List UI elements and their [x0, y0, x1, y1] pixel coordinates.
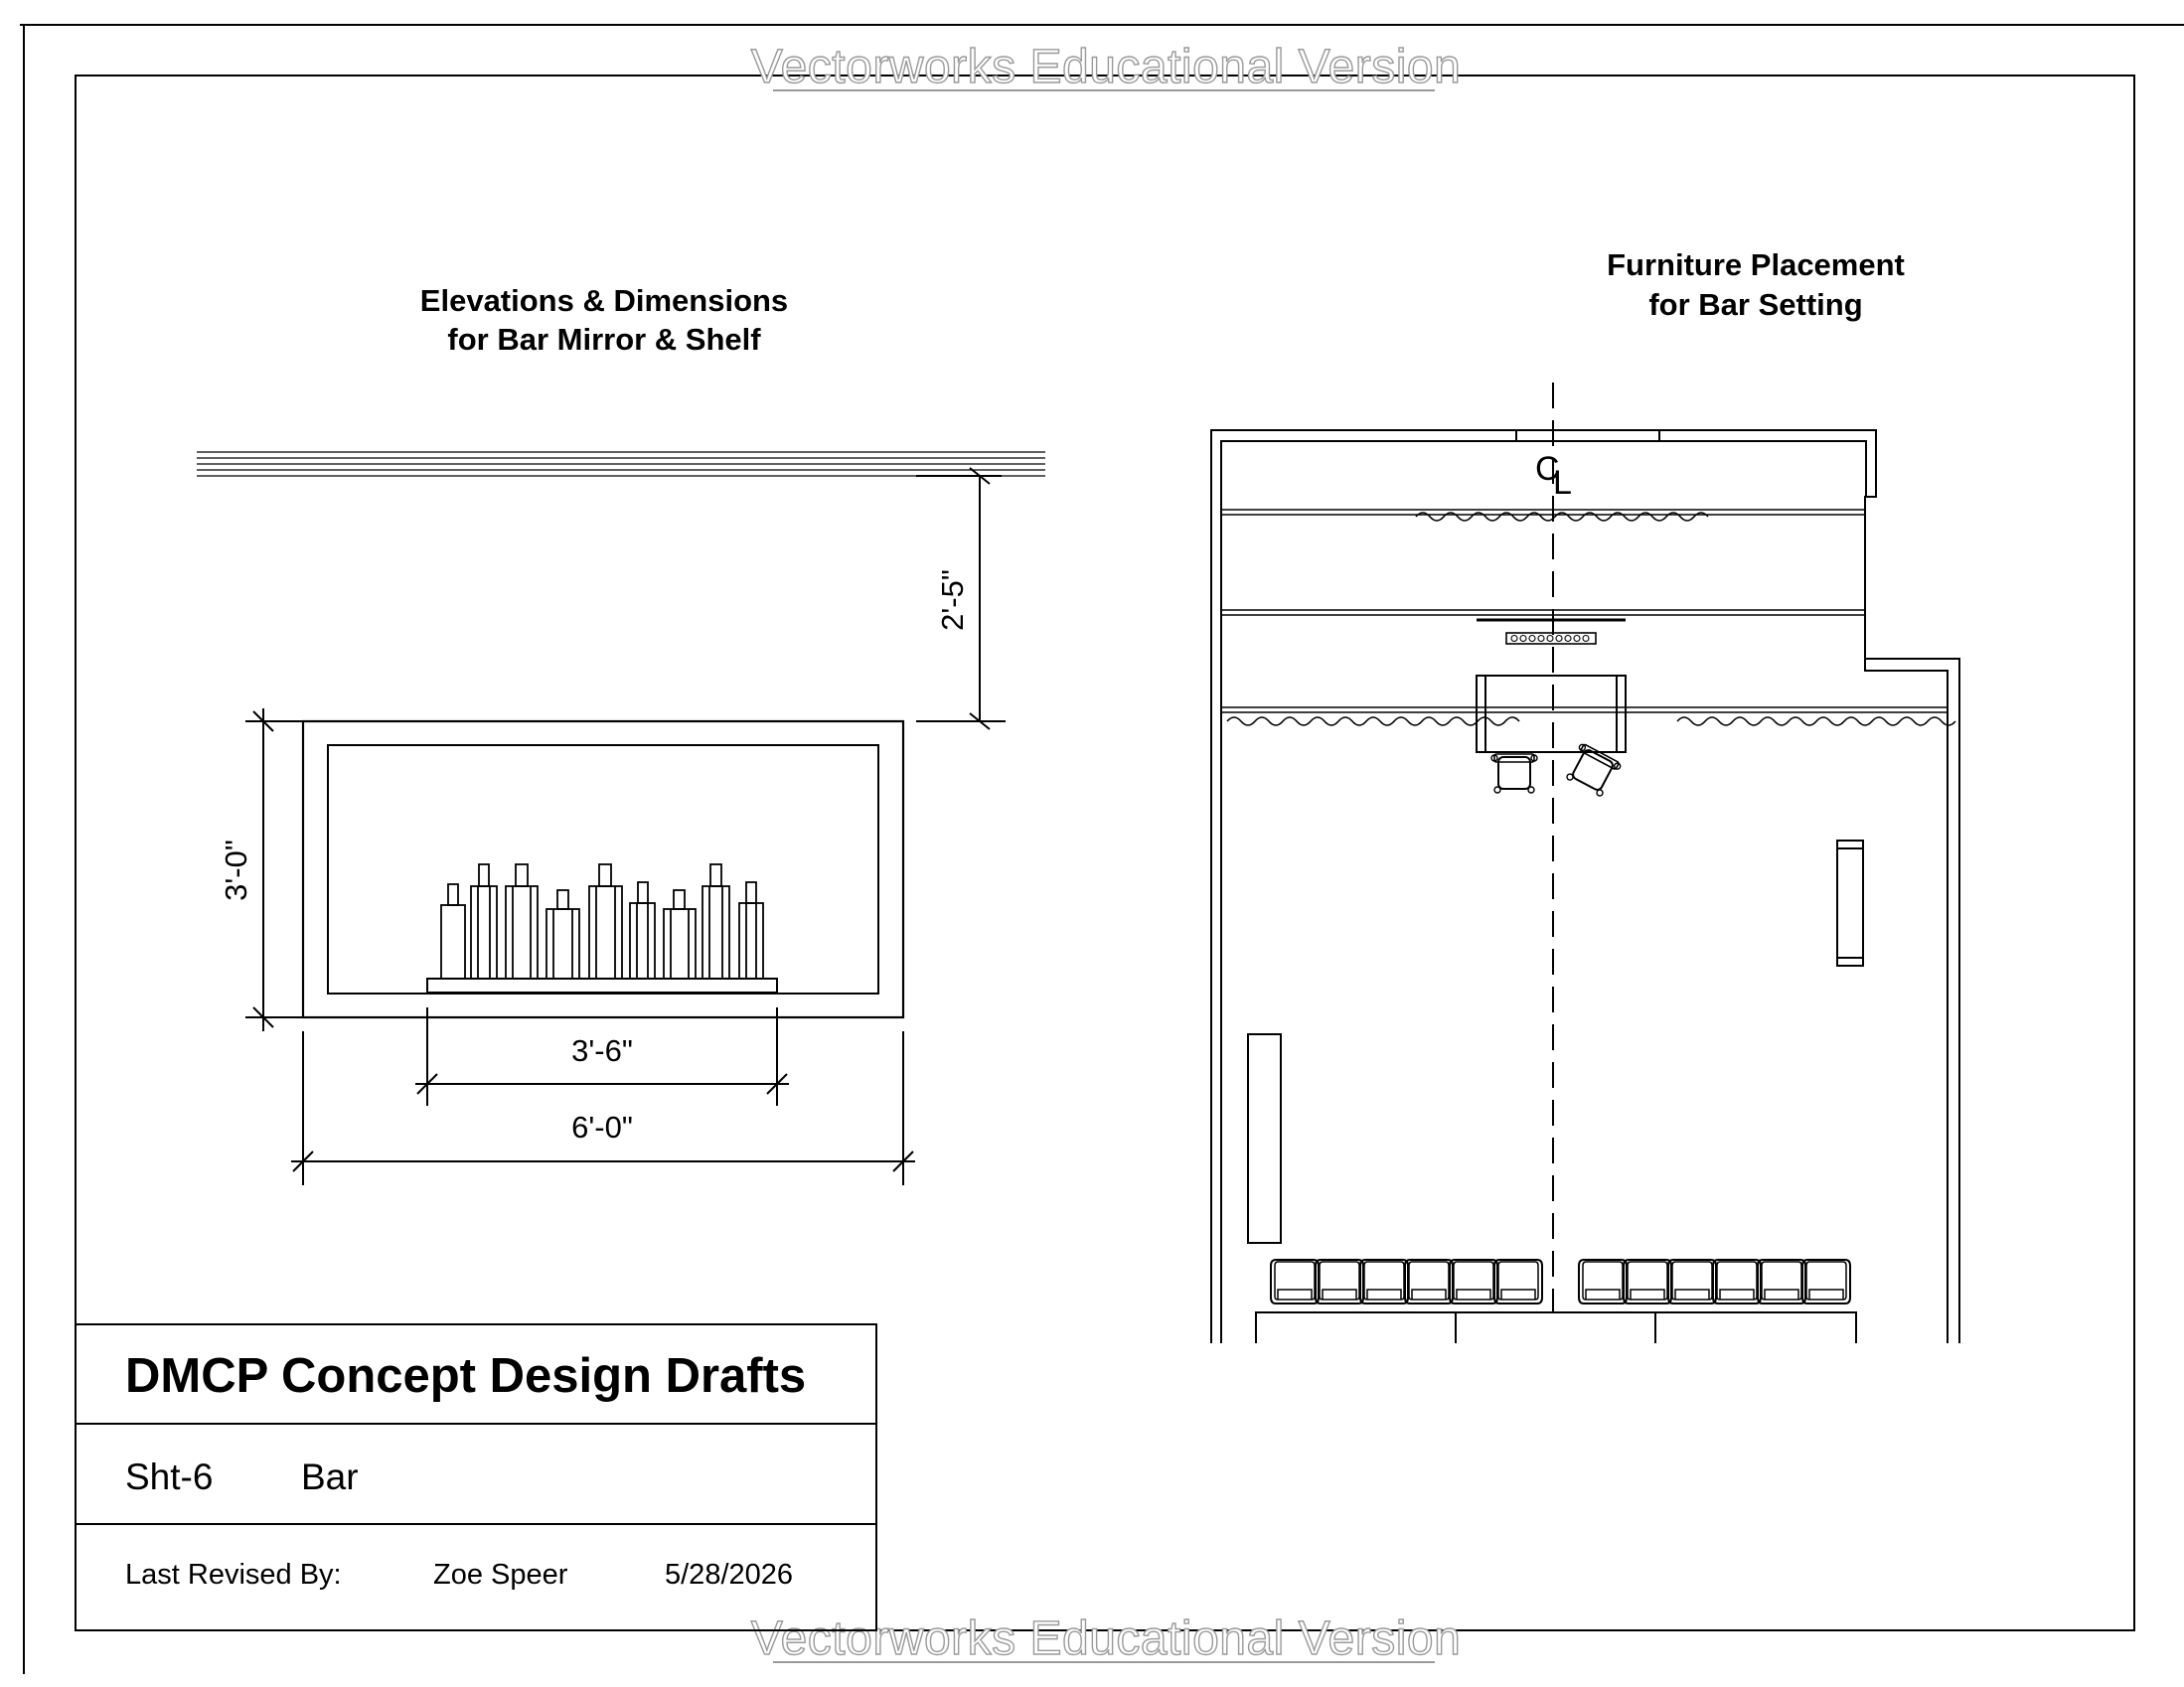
- shelf-plan: [1506, 633, 1596, 644]
- chair: [1713, 1260, 1761, 1304]
- bar-counter: [1477, 676, 1626, 752]
- revised-by: Zoe Speer: [433, 1559, 568, 1591]
- chair: [1405, 1260, 1453, 1304]
- bar-shelf: [427, 979, 777, 993]
- chair: [1624, 1260, 1671, 1304]
- chairs-left: [1271, 1260, 1542, 1304]
- chair: [1271, 1260, 1319, 1304]
- plan-drawing: [1211, 247, 1959, 1343]
- dimension-shelf-width-label: 3'-6": [571, 1033, 633, 1068]
- curtain-right: [1677, 717, 1955, 725]
- revised-date: 5/28/2026: [665, 1559, 794, 1591]
- chair: [1360, 1260, 1408, 1304]
- watermark-top: Vectorworks Educational Version: [750, 41, 1462, 93]
- curtain-left: [1227, 717, 1519, 725]
- plan-title-line2: for Bar Setting: [1648, 287, 1863, 322]
- chair: [1802, 1260, 1850, 1304]
- bar-stool-right: [1563, 742, 1622, 798]
- chair: [1316, 1260, 1363, 1304]
- centerline-l: L: [1553, 464, 1572, 502]
- bottle: [471, 864, 497, 979]
- bar-stool-left: [1491, 754, 1537, 793]
- elevation-title-line2: for Bar Mirror & Shelf: [447, 322, 761, 357]
- elevation-drawing: [197, 283, 1045, 1185]
- curtain-top: [1416, 513, 1708, 521]
- title-block: [76, 1324, 876, 1630]
- mirror-frame: [303, 721, 903, 1017]
- plan-title-line1: Furniture Placement: [1607, 247, 1905, 282]
- bottle: [702, 864, 729, 979]
- mirror-glass: [328, 745, 878, 994]
- stage-lines: [1221, 510, 1948, 712]
- dimension-mirror-height-label: 3'-0": [219, 840, 253, 901]
- chair: [1668, 1260, 1716, 1304]
- chair: [1758, 1260, 1805, 1304]
- sheet-number: Sht-6: [125, 1457, 214, 1497]
- dimension-ceiling-gap-label: 2'-5": [935, 569, 970, 631]
- tables-row: [1256, 1312, 1856, 1343]
- bottle: [589, 864, 622, 979]
- centerline-c: C: [1535, 450, 1560, 488]
- chairs-right: [1579, 1260, 1850, 1304]
- project-title: DMCP Concept Design Drafts: [125, 1349, 807, 1403]
- bottle: [441, 884, 465, 979]
- ceiling-line: [197, 452, 1045, 476]
- chair: [1450, 1260, 1497, 1304]
- elevation-title-line1: Elevations & Dimensions: [419, 283, 789, 318]
- revised-label: Last Revised By:: [125, 1559, 342, 1591]
- bottle: [546, 890, 579, 979]
- side-table-left: [1248, 1034, 1281, 1243]
- side-table-right: [1837, 841, 1863, 966]
- bottle: [739, 882, 763, 979]
- watermark-bottom: Vectorworks Educational Version: [750, 1612, 1462, 1665]
- chair: [1494, 1260, 1542, 1304]
- dimension-mirror-height: [245, 708, 303, 1031]
- room-walls: [1211, 430, 1959, 1343]
- dimension-mirror-width-label: 6'-0": [571, 1110, 633, 1145]
- bottle: [630, 882, 655, 979]
- chair: [1579, 1260, 1627, 1304]
- bottle: [664, 890, 696, 979]
- sheet-name: Bar: [301, 1457, 359, 1497]
- bottles: [441, 864, 763, 979]
- bottle: [506, 864, 538, 979]
